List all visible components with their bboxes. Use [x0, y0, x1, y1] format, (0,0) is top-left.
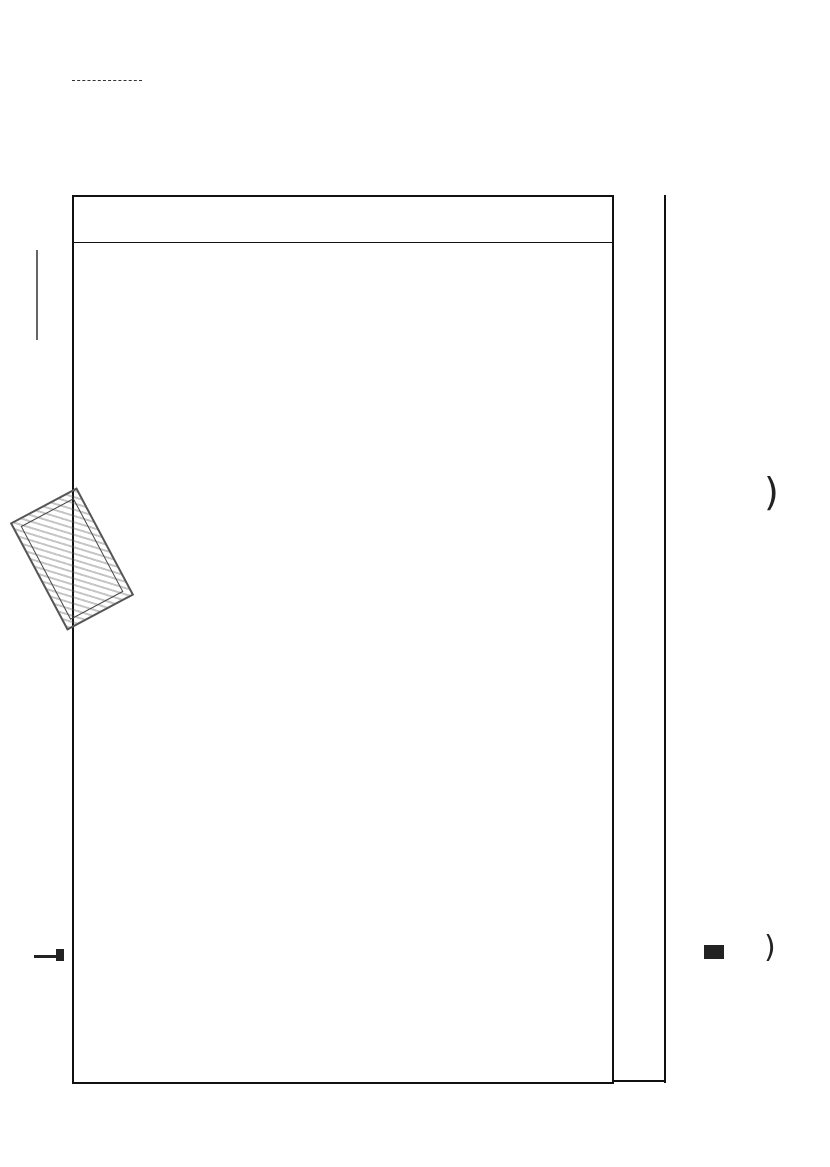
binding-hole-mark: ) [764, 470, 779, 514]
left-scan-streak [36, 250, 38, 340]
right-margin-mark [704, 945, 724, 959]
title-column [612, 195, 666, 1083]
frame-bottom-edge [612, 1080, 664, 1082]
left-margin-tick [56, 949, 64, 961]
top-dashed-rule [72, 80, 142, 81]
binding-hole-mark-lower: ) [764, 930, 776, 965]
notes-block [470, 258, 590, 1058]
header-divider [74, 242, 612, 243]
